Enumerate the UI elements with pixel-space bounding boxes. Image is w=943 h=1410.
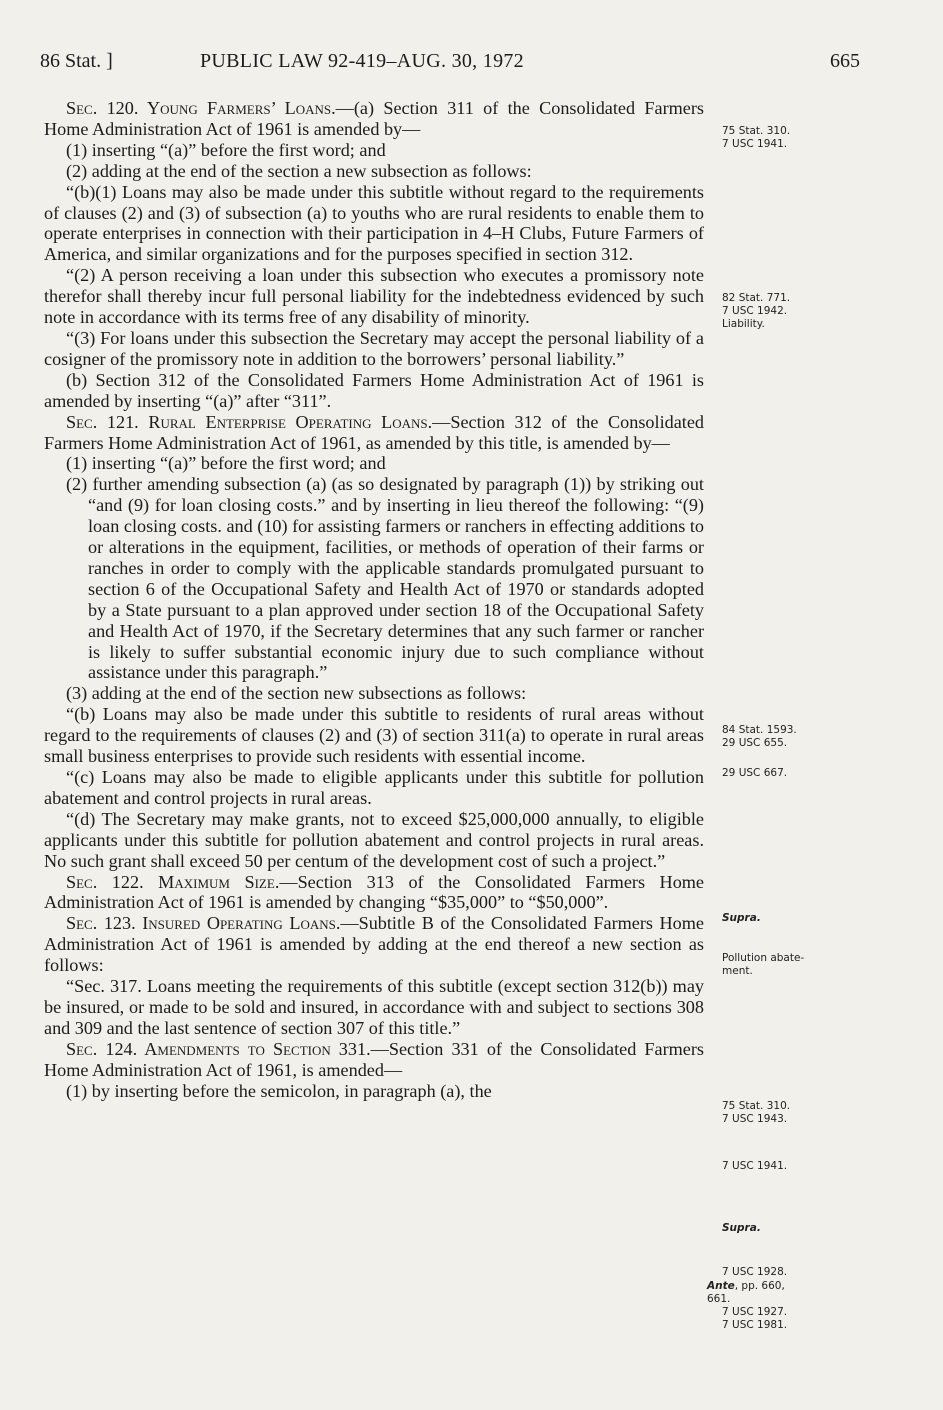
paragraph — [44, 140, 704, 161]
paragraph-text: (1) inserting “(a)” before the first word; and — [66, 139, 386, 160]
margin-note: 75 Stat. 310. 7 USC 1941. — [722, 125, 791, 150]
paragraph — [44, 161, 704, 182]
margin-note: Pollution abate- ment. — [722, 952, 805, 977]
paragraph-text: (1) by inserting before the semicolon, in paragraph (a), the — [66, 1080, 492, 1101]
page-title: PUBLIC LAW 92-419–AUG. 30, 1972 — [200, 50, 524, 72]
margin-note: 75 Stat. 310. 7 USC 1943. — [722, 1100, 791, 1125]
paragraph-text: “(b)(1) Loans may also be made under this subtitle without regard to the requirements of clauses (2) and (3) of subsection (a) to youths who are rural residents to enable them to operate enterprises in connection with their participation in 4–H Clubs, Future Farmers of America, and similar organizations and for the purposes specified in section 312. — [44, 181, 704, 265]
paragraph — [44, 683, 704, 704]
paragraph-text: (2) adding at the end of the section a new subsection as follows: — [66, 160, 532, 181]
paragraph-text: —Section 331 of the Consolidated Farmers Home Administration Act of 1961, is amended— — [44, 1038, 704, 1080]
paragraph-text: (b) Section 312 of the Consolidated Farmers Home Administration Act of 1961 is amended by inserting “(a)” after “311”. — [44, 369, 704, 411]
paragraph-text: (1) inserting “(a)” before the first word; and — [66, 453, 386, 474]
section-heading: Sec. 123. Insured Operating Loans. — [66, 913, 341, 934]
margin-note: 7 USC 1927. 7 USC 1981. — [722, 1306, 788, 1331]
page-number: 665 — [830, 50, 860, 72]
paragraph — [44, 328, 704, 370]
section-heading: Sec. 124. Amendments to Section 331. — [66, 1038, 371, 1059]
paragraph — [44, 1039, 704, 1081]
paragraph-text: —Section 313 of the Consolidated Farmers Home Administration Act of 1961 is amended by changing “$35,000” to “$50,000”. — [44, 871, 705, 913]
paragraph-text: “(c) Loans may also be made to eligible applicants under this subtitle for pollution abatement and control projects in rural areas. — [44, 767, 704, 808]
section-heading: Sec. 120. Young Farmers’ Loans. — [66, 98, 336, 118]
paragraph — [44, 976, 704, 1039]
section-heading: Sec. 122. Maximum Size. — [66, 871, 280, 892]
paragraph-text: —Section 312 of the Consolidated Farmers Home Administration Act of 1961, as amended by this title, is amended by— — [44, 411, 705, 453]
paragraph — [44, 98, 704, 140]
paragraph-text: “Sec. 317. Loans meeting the requirements of this subtitle (except section 312(b)) may be insured, or made to be sold and insured, in accordance with and subject to sections 308 and 309 and the last sentence of section 307 of this title.” — [44, 976, 704, 1038]
margin-note: Supra. — [722, 1222, 761, 1234]
paragraph-text: —Subtitle B of the Consolidated Farmers Home Administration Act of 1961 is amended by adding at the end thereof a new section as follows: — [44, 913, 704, 976]
paragraph-text: (3) adding at the end of the section new subsections as follows: — [66, 683, 527, 704]
body-text — [44, 98, 704, 1102]
paragraph — [44, 913, 704, 976]
paragraph-text: “(b) Loans may also be made under this subtitle to residents of rural areas without regard to the requirements of clauses (2) and (3) of section 311(a) to operate in rural areas small business enterprises to provide such residents with essential income. — [44, 704, 704, 767]
margin-note: Supra. — [722, 912, 761, 924]
paragraph — [44, 474, 704, 683]
paragraph — [44, 809, 704, 872]
paragraph — [44, 704, 704, 767]
paragraph — [44, 412, 704, 454]
paragraph — [44, 767, 704, 809]
paragraph-text: “(3) For loans under this subsection the Secretary may accept the personal liability of a cosigner of the promissory note in addition to the borrowers’ personal liability.” — [44, 327, 704, 369]
margin-note: 7 USC 1928. — [722, 1266, 788, 1278]
section-heading: Sec. 121. Rural Enterprise Operating Loans. — [66, 411, 433, 432]
margin-note: 7 USC 1941. — [722, 1160, 788, 1172]
paragraph — [44, 265, 704, 328]
paragraph-text: “(2) A person receiving a loan under this subsection who executes a promissory note therefor shall thereby incur full personal liability for the indebtedness evidenced by such note in accordance with its terms free of any disability of minority. — [44, 265, 704, 328]
paragraph — [44, 453, 704, 474]
paragraph — [44, 370, 704, 412]
margin-note: 82 Stat. 771. 7 USC 1942. Liability. — [722, 292, 791, 330]
paragraph-text: (2) further amending subsection (a) (as so designated by paragraph (1)) by striking out “and (9) for loan closing costs.” and by inserting in lieu thereof the following: “(9) loan closing costs. and (10) for assisting farmers or ranchers in effecting additions to or alterations in the equipment, facilities, or methods of operation of their farms or ranches in order to comply with the applicable standards promulgated pursuant to section 6 of the Occupational Safety and Health Act of 1970 or standards adopted by a State pursuant to a plan approved under section 18 of the Occupational Safety and Health Act of 1970, if the Secretary determines that any such farmer or rancher is likely to suffer substantial economic injury due to such compliance without assistance under this paragraph.” — [66, 474, 704, 683]
paragraph-text: “(d) The Secretary may make grants, not to exceed $25,000,000 annually, to eligible applicants under this subtitle for pollution abatement and control projects in rural areas. No such grant shall exceed 50 per centum of the development cost of such a project.” — [44, 808, 704, 871]
margin-note: 84 Stat. 1593. 29 USC 655. — [722, 724, 797, 749]
page-header — [40, 50, 860, 78]
paragraph — [44, 1081, 704, 1102]
volume-reference: 86 Stat. ] — [40, 50, 113, 72]
margin-note: 29 USC 667. — [722, 767, 788, 779]
paragraph — [44, 872, 704, 914]
paragraph — [44, 182, 704, 266]
margin-note: Ante, pp. 660, 661. — [707, 1280, 785, 1305]
paragraph-text: —(a) Section 311 of the Consolidated Farmers Home Administration Act of 1961 is amended by— — [44, 98, 704, 139]
